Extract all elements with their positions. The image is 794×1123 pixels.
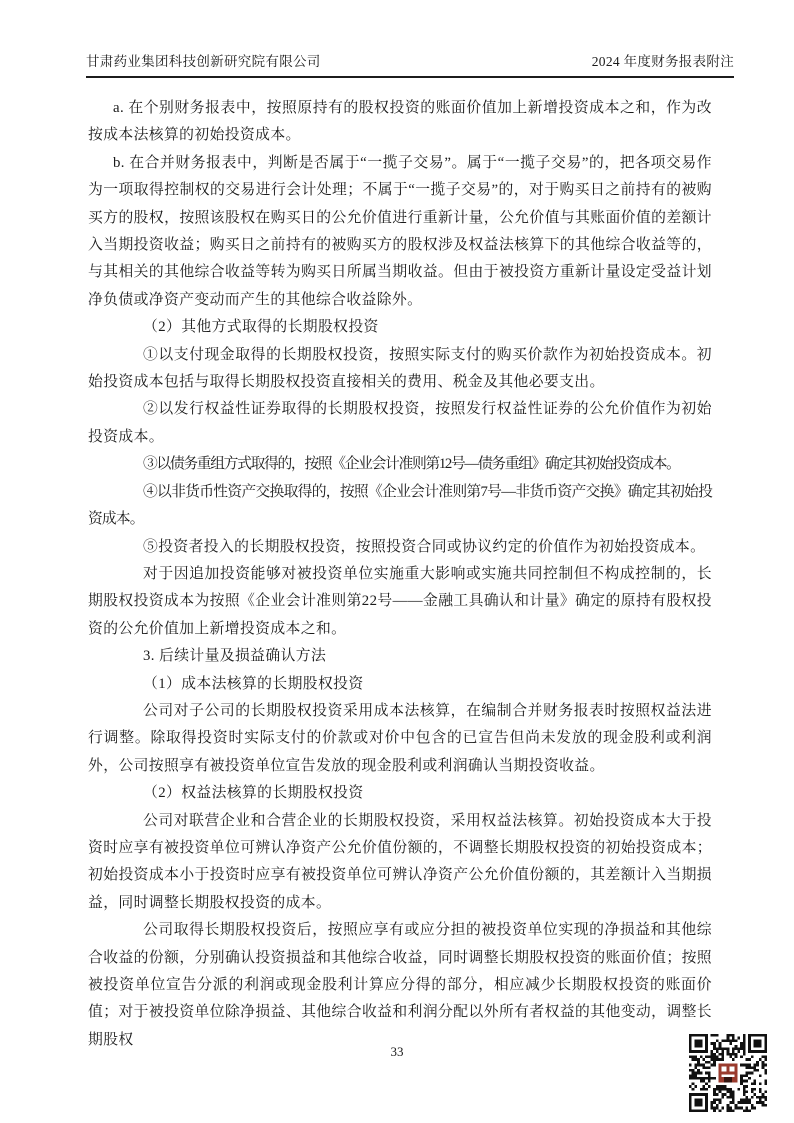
qr-code <box>689 1034 767 1112</box>
paragraph: a. 在个别财务报表中，按照原持有的股权投资的账面价值加上新增投资成本之和，作为改按成本法核算的初始投资成本。 <box>88 100 712 144</box>
header-company-name: 甘肃药业集团科技创新研究院有限公司 <box>86 54 321 69</box>
paragraph: ①以支付现金取得的长期股权投资，按照实际支付的购买价款作为初始投资成本。初始投资成本包括与取得长期股权投资直接相关的费用、税金及其他必要支出。 <box>88 346 712 391</box>
paragraph: （1）成本法核算的长期股权投资 <box>143 675 364 692</box>
paragraph: b. 在合并财务报表中，判断是否属于“一揽子交易”。属于“一揽子交易”的，把各项交易作为一项取得控制权的交易进行会计处理；不属于“一揽子交易”的，对于购买日之前持有的被购买方的股权，按照该股权在购买日的公允价值进行重新计量，公允价值与其账面价值的差额计入当期投资收益；购买日之前持有的被购买方的股权涉及权益法核算下的其他综合收益等的，与其相关的其他综合收益等转为购买日所属当期收益。但由于被投资方重新计量设定受益计划净负债或净资产变动而产生的其他综合收益除外。 <box>88 154 712 308</box>
paragraph: ⑤投资者投入的长期股权投资，按照投资合同或协议约定的价值作为初始投资成本。 <box>143 538 706 555</box>
header-doc-title: 2024 年度财务报表附注 <box>591 54 734 69</box>
paragraph: （2）权益法核算的长期股权投资 <box>143 785 364 802</box>
paragraph: （2）其他方式取得的长期股权投资 <box>143 319 379 336</box>
document-body <box>88 95 712 1054</box>
paragraph: ②以发行权益性证券取得的长期股权投资，按照发行权益性证券的公允价值作为初始投资成本。 <box>88 401 712 445</box>
page-number: 33 <box>390 1044 404 1059</box>
paragraph: 公司对联营企业和合营企业的长期股权投资，采用权益法核算。初始投资成本大于投资时应享有被投资单位可辨认净资产公允价值份额的，不调整长期股权投资的初始投资成本；初始投资成本小于投资时应享有被投资单位可辨认净资产公允价值份额的，其差额计入当期损益，同时调整长期股权投资的成本。 <box>88 812 712 911</box>
paragraph: 公司对子公司的长期股权投资采用成本法核算，在编制合并财务报表时按照权益法进行调整。除取得投资时实际支付的价款或对价中包含的已宣告但尚未发放的现金股利或利润外，公司按照享有被投资单位宣告发放的现金股利或利润确认当期投资收益。 <box>88 702 712 774</box>
paragraph: 3. 后续计量及损益确认方法 <box>143 648 327 665</box>
page-header <box>86 50 734 78</box>
paragraph: 对于因追加投资能够对被投资单位实施重大影响或实施共同控制但不构成控制的，长期股权投资成本为按照《企业会计准则第22号——金融工具确认和计量》确定的原持有股权投资的公允价值加上新增投资成本之和。 <box>88 565 712 637</box>
paragraph: ④以非货币性资产交换取得的，按照《企业会计准则第7号—非货币资产交换》确定其初始投资成本。 <box>88 483 712 528</box>
paragraph: ③以债务重组方式取得的，按照《企业会计准则第12号—债务重组》确定其初始投资成本。 <box>143 456 680 473</box>
paragraph: 公司取得长期股权投资后，按照应享有或应分担的被投资单位实现的净损益和其他综合收益的份额，分别确认投资损益和其他综合收益，同时调整长期股权投资的账面价值；按照被投资单位宣告分派的利润或现金股利计算应分得的部分，相应减少长期股权投资的账面价值；对于被投资单位除净损益、其他综合收益和利润分配以外所有者权益的其他变动，调整长期股权 <box>88 922 712 1048</box>
